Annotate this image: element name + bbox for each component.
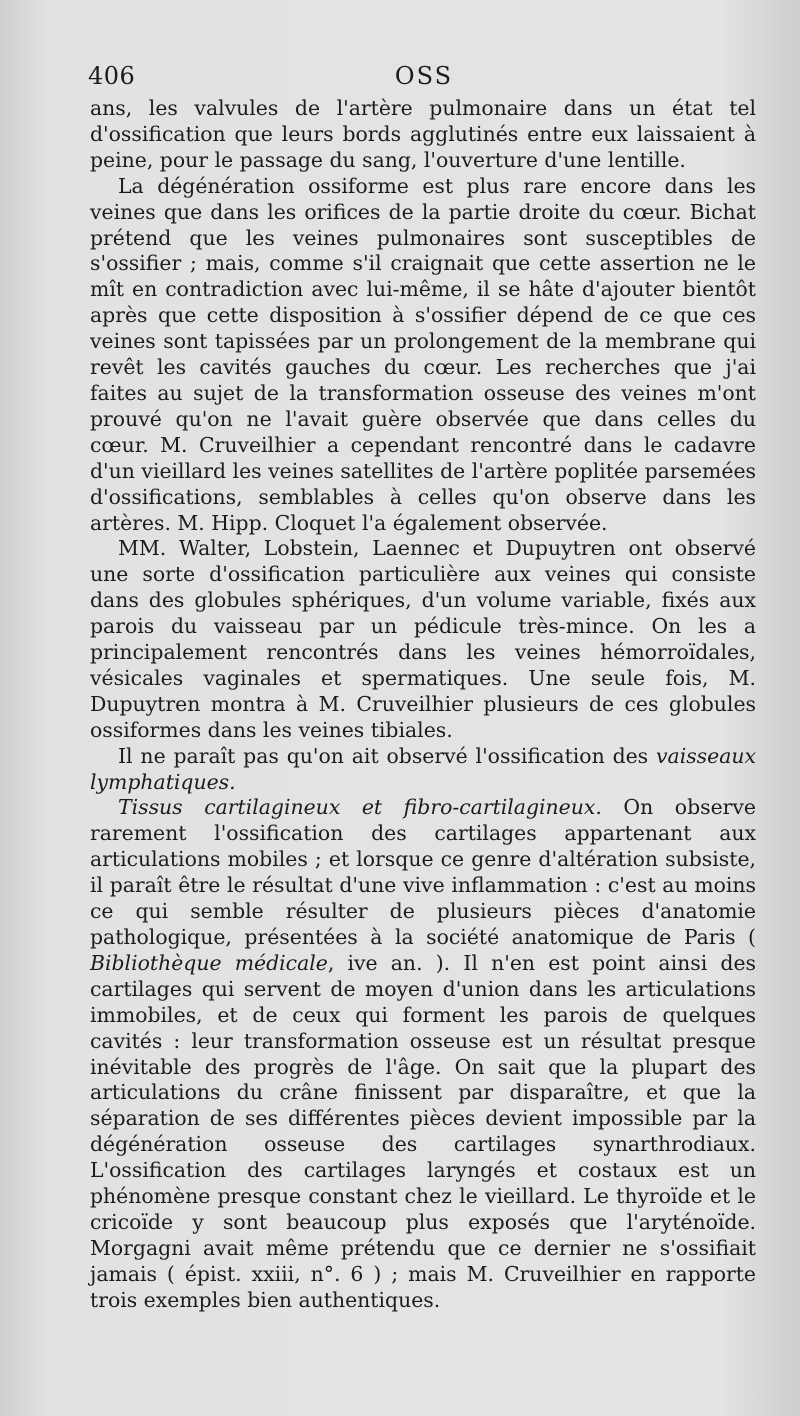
- paragraph-text: Il ne paraît pas qu'on ait observé l'ossification des: [118, 743, 657, 768]
- italic-text: Tissus cartilagineux et fibro-cartilagineux.: [118, 795, 602, 820]
- paragraph: [90, 795, 756, 1313]
- running-title: OSS: [394, 62, 454, 90]
- paragraph-text: MM. Walter, Lobstein, Laennec et Dupuytren ont observé une sorte d'ossification particulière aux veines qui consiste dans des globules sphériques, d'un volume variable, fixés aux parois du vaisseau par un pédicule très-mince. On les a principalement rencontrés dans les veines hémorroïdales, vésicales vaginales et spermatiques. Une seule fois, M. Dupuytren montra à M. Cruveilhier plusieurs de ces globules ossiformes dans les veines tibiales.: [90, 536, 756, 742]
- paragraph-text: On observe rarement l'ossification des cartilages appartenant aux articulations mobiles ; et lorsque ce genre d'altération subsiste, il paraît être le résultat d'une vive inflammation : c'est au moins ce qui semble résulter de plusieurs pièces d'anatomie pathologique, présentées à la société anatomique de Paris (: [90, 795, 756, 949]
- paragraph: [90, 96, 756, 174]
- italic-text: Bibliothèque médicale: [90, 950, 328, 975]
- body-text: [90, 96, 756, 1314]
- paragraph: [90, 174, 756, 537]
- paragraph-text: , ive an. ). Il n'en est point ainsi des cartilages qui servent de moyen d'union dans les articulations immobiles, et de ceux qui forment les parois de quelques cavités : leur transformation osseuse est un résultat presque inévitable des progrès de l'âge. On sait que la plupart des articulations du crâne finissent par disparaître, et que la séparation de ses différentes pièces devient impossible par la dégénération osseuse des cartilages synarthrodiaux. L'ossification des cartilages laryngés et costaux est un phénomène presque constant chez le vieillard. Le thyroïde et le cricoïde y sont beaucoup plus exposés que l'aryténoïde. Morgagni avait même prétendu que ce dernier ne s'ossifiait jamais ( épist. xxiii, n°. 6 ) ; mais M. Cruveilhier en rapporte trois exemples bien authentiques.: [90, 950, 756, 1312]
- page-number: 406: [88, 62, 136, 90]
- paragraph: [90, 744, 756, 796]
- paragraph: [90, 536, 756, 743]
- page-header: [88, 62, 760, 92]
- italic-text: vaisseaux lymphatiques.: [90, 743, 756, 794]
- paragraph-text: La dégénération ossiforme est plus rare encore dans les veines que dans les orifices de la partie droite du cœur. Bichat prétend que les veines pulmonaires sont susceptibles de s'ossifier ; mais, comme s'il craignait que cette assertion ne le mît en contradiction avec lui-même, il se hâte d'ajouter bientôt après que cette disposition à s'ossifier dépend de ce que ces veines sont tapissées par un prolongement de la membrane qui revêt les cavités gauches du cœur. Les recherches que j'ai faites au sujet de la transformation osseuse des veines m'ont prouvé qu'on ne l'avait guère observée que dans celles du cœur. M. Cruveilhier a cependant rencontré dans le cadavre d'un vieillard les veines satellites de l'artère poplitée parsemées d'ossifications, semblables à celles qu'on observe dans les artères. M. Hipp. Cloquet l'a également observée.: [90, 173, 756, 535]
- paragraph-text: ans, les valvules de l'artère pulmonaire dans un état tel d'ossification que leurs bords agglutinés entre eux laissaient à peine, pour le passage du sang, l'ouverture d'une lentille.: [90, 96, 756, 172]
